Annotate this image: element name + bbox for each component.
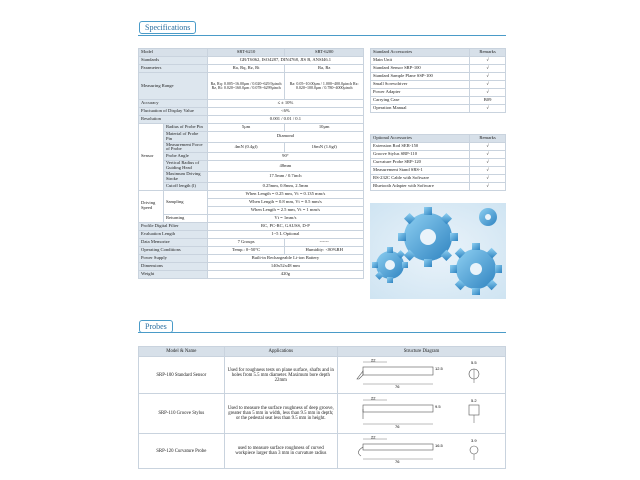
check-mark: √ (470, 175, 506, 183)
section-divider (138, 332, 506, 333)
accessories-header: Standard Accessories (371, 49, 470, 57)
row-label: Parameters (139, 65, 208, 73)
dim-label: 76 (395, 459, 400, 465)
check-mark: √ (470, 183, 506, 191)
sampling-label: Sampling (163, 190, 207, 214)
accessory-name: Extension Rod SER-150 (371, 143, 470, 151)
model-1-header: SRT-6210 (207, 49, 285, 57)
probes-table (138, 346, 506, 469)
accessories-header: Optional Accessories (371, 135, 470, 143)
check-mark: √ (470, 143, 506, 151)
row-label: Operating Conditions (139, 246, 208, 254)
row-value: 90° (207, 153, 363, 161)
probe-application: used to measure surface roughness of curved workpiece larger than 3 mm in curvature radius (224, 434, 337, 469)
remarks-header: Remarks (470, 135, 506, 143)
row-label: Vertical Radius of Guiding Head (163, 161, 207, 172)
row-label: Standards (139, 57, 208, 65)
probe-application: Used for roughness tests on plane surface, shafts and in holes from 5.5 mm diameter. Maximum bore depth 22mm (224, 357, 337, 394)
dim-label: 12.5 (435, 366, 443, 372)
row-value: Diamond (207, 132, 363, 143)
table-row (139, 434, 506, 469)
row-label: Accuracy (139, 100, 208, 108)
specifications-heading: Specifications (139, 21, 196, 34)
row-value: When Length = 2.5 mm, Vt = 1 mm/s (207, 206, 363, 214)
table-row (139, 357, 506, 394)
dim-label: 76 (395, 423, 400, 429)
table-row (139, 394, 506, 434)
row-value: Built-in Rechargeable Li-ion Battery (207, 254, 363, 262)
accessory-name: Operation Manual (371, 105, 470, 113)
check-mark: √ (470, 159, 506, 167)
row-value: When Length = 0.25 mm, Vt = 0.135 mm/s (207, 190, 363, 198)
diagram-header: Structure Diagram (338, 347, 506, 357)
table-row (139, 254, 364, 262)
table-row (139, 65, 364, 73)
row-label: Radius of Probe Pin (163, 124, 207, 132)
dim-label: 9.5 (435, 403, 441, 409)
dim-label: 22 (371, 436, 376, 440)
accessory-name: Small Screwdriver (371, 81, 470, 89)
row-value: Vt = 1mm/s (207, 214, 363, 222)
gear-tiny-icon (479, 208, 497, 226)
table-row (371, 89, 506, 97)
accessory-name: Curvature Probe SRP-120 (371, 159, 470, 167)
row-value: Ra, Rz (285, 65, 364, 73)
table-row (139, 246, 364, 254)
accessory-name: Bluetooth Adapter with Software (371, 183, 470, 191)
check-mark: √ (470, 167, 506, 175)
returning-label: Returning (163, 214, 207, 222)
check-mark: √ (470, 65, 506, 73)
row-label: Fluctuation of Display Value (139, 108, 208, 116)
row-value: 0.001 / 0.01 / 0.1 (207, 116, 363, 124)
accessory-name: Standard Sample Plane SSP-100 (371, 73, 470, 81)
table-row (139, 171, 364, 182)
row-label: Resolution (139, 116, 208, 124)
table-row (139, 222, 364, 230)
dim-label: 22 (371, 396, 376, 401)
table-row (371, 105, 506, 113)
row-value: ≤ ± 10% (207, 100, 363, 108)
row-value: 10μm (285, 124, 364, 132)
row-value: 48mm (207, 161, 363, 172)
row-label: Material of Probe Pin (163, 132, 207, 143)
table-row (371, 49, 506, 57)
table-row (371, 135, 506, 143)
table-row (139, 57, 364, 65)
table-row (139, 270, 364, 278)
check-mark: B09 (470, 97, 506, 105)
table-row (139, 108, 364, 116)
gear-large-icon (398, 207, 458, 267)
check-mark: √ (470, 89, 506, 97)
section-divider (138, 35, 506, 36)
row-value: ------ (285, 238, 364, 246)
accessory-name: Carrying Case (371, 97, 470, 105)
check-mark: √ (470, 57, 506, 65)
table-row (139, 49, 364, 57)
table-row (139, 190, 364, 198)
specifications-table (138, 48, 364, 279)
check-mark: √ (470, 81, 506, 89)
probes-heading: Probes (139, 320, 173, 333)
dim-label: 5.2 (471, 397, 477, 403)
row-label: Measurement Force of Probe (163, 142, 207, 153)
row-value: Ra, Rq: 0.005~16.00μm / 0.020~629.9μinch Rz, Rt: 0.020~160.0μm / 0.078~6299μinch (207, 73, 285, 100)
table-row (139, 238, 364, 246)
model-header: Model & Name (139, 347, 225, 357)
table-row (371, 143, 506, 151)
gear-medium-icon (450, 243, 502, 295)
check-mark: √ (470, 151, 506, 159)
probe-diagram (338, 434, 506, 469)
dim-label: 3.9 (471, 438, 477, 444)
row-value: 420g (207, 270, 363, 278)
table-row (371, 175, 506, 183)
row-value: Temp.: 0~50°C (207, 246, 285, 254)
row-value: GB/T6062, ISO4287, DIN4768, JIS B, ANSI46.1 (207, 57, 363, 65)
probe-diagram (338, 357, 506, 394)
probe-model: SRP-120 Curvature Probe (139, 434, 225, 469)
model-2-header: SRT-6200 (285, 49, 364, 57)
dim-label: 16.5 (435, 443, 443, 449)
gears-image (370, 203, 506, 299)
row-value: 0.25mm, 0.8mm, 2.5mm (207, 182, 363, 190)
table-row (371, 167, 506, 175)
row-value: 4mN (0.4gf) (207, 142, 285, 153)
table-row (139, 214, 364, 222)
row-value: 17.5mm / 0.7inch (207, 171, 363, 182)
row-value: 140x52x48 mm (207, 262, 363, 270)
table-row (371, 65, 506, 73)
row-value: 7 Groups (207, 238, 285, 246)
accessory-name: Standard Sensor SRP-100 (371, 65, 470, 73)
table-row (139, 116, 364, 124)
row-label: Probe Angle (163, 153, 207, 161)
table-row (139, 347, 506, 357)
table-row (371, 183, 506, 191)
table-row (139, 142, 364, 153)
accessory-name: Groove Stylus SRP-110 (371, 151, 470, 159)
row-value: 16mN (1.6gf) (285, 142, 364, 153)
probe-diagram (338, 394, 506, 434)
table-row (371, 57, 506, 65)
table-row (371, 73, 506, 81)
row-label: Dimensions (139, 262, 208, 270)
row-label: Weight (139, 270, 208, 278)
row-label: Profile Digital Filter (139, 222, 208, 230)
row-value: <6% (207, 108, 363, 116)
accessory-name: RS-232C Cable with Software (371, 175, 470, 183)
dim-label: 5.5 (471, 360, 477, 366)
row-value: Ra: 0.05~10.00μm / 1.000~400.0μinch Rz: 0.020~100.0μm / 0.780~4000μinch (285, 73, 364, 100)
table-row (371, 151, 506, 159)
remarks-header: Remarks (470, 49, 506, 57)
model-header: Model (139, 49, 208, 57)
row-value: 1~5 L Optional (207, 230, 363, 238)
table-row (139, 262, 364, 270)
row-label: Power Supply (139, 254, 208, 262)
table-row (371, 159, 506, 167)
table-row (139, 161, 364, 172)
row-label: Evaluation Length (139, 230, 208, 238)
table-row (371, 97, 506, 105)
row-value: When Length = 0.8 mm, Vt = 0.5 mm/s (207, 198, 363, 206)
row-label: Cutoff length (l) (163, 182, 207, 190)
row-value: RC, PC-RC, GAUSS, D-P (207, 222, 363, 230)
check-mark: √ (470, 73, 506, 81)
row-label: Data Memorize (139, 238, 208, 246)
table-row (139, 230, 364, 238)
accessory-name: Main Unit (371, 57, 470, 65)
sensor-label: Sensor (139, 124, 164, 191)
applications-header: Applications (224, 347, 337, 357)
probe-model: SRP-110 Groove Stylus (139, 394, 225, 434)
row-label: Maximum Driving Stroke (163, 171, 207, 182)
table-row (139, 182, 364, 190)
probe-application: Used to measure the surface roughness of deep groove, greater than 5 mm in width, less than 9.5 mm in depth; or the pedestal seat less than 9.5 mm in height. (224, 394, 337, 434)
optional-accessories-table (370, 134, 506, 191)
row-value: Ra, Rq, Rz, Rt (207, 65, 285, 73)
driving-speed-label: Driving Speed (139, 190, 164, 222)
row-value: Humidity: <80%RH (285, 246, 364, 254)
dim-label: 22 (371, 359, 376, 363)
table-row (139, 132, 364, 143)
table-row (139, 100, 364, 108)
dim-label: 76 (395, 384, 400, 390)
table-row (139, 73, 364, 100)
accessory-name: Measurement Stand SRS-1 (371, 167, 470, 175)
probe-model: SRP-100 Standard Sensor (139, 357, 225, 394)
row-value: 5μm (207, 124, 285, 132)
table-row (371, 81, 506, 89)
row-label: Measuring Range (139, 73, 208, 100)
accessory-name: Power Adapter (371, 89, 470, 97)
standard-accessories-table (370, 48, 506, 113)
check-mark: √ (470, 105, 506, 113)
